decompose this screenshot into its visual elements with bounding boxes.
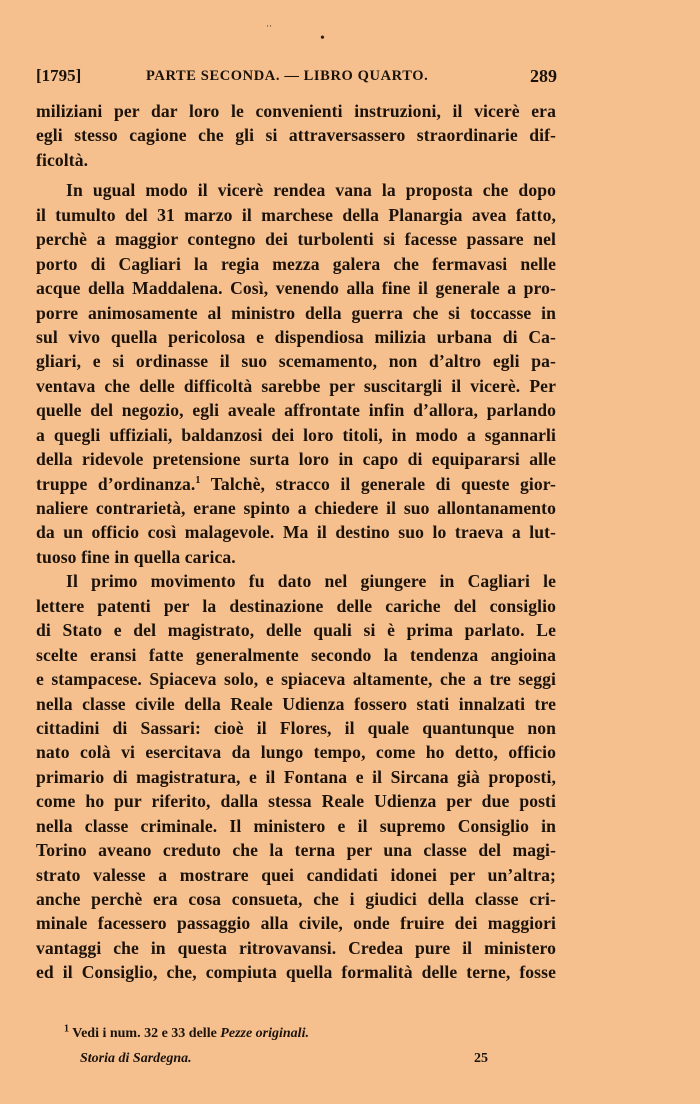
text-line: porto di Cagliari la regia mezza galera che fermavasi nelle [36, 253, 556, 274]
text-line: gliari, e si ordinasse il suo scemamento, non d’altro egli pa- [36, 351, 556, 372]
text-fragment: truppe d’ordinanza. [36, 473, 196, 494]
text-line: e stampacese. Spiaceva solo, e spiaceva altamente, che a tre seggi [36, 669, 556, 690]
text-line: naliere contrarietà, erane spinto a chiedere il suo allontanamento [36, 498, 556, 518]
printing-speck: • [320, 31, 325, 46]
page-number: 289 [530, 66, 557, 86]
text-line: lettere patenti per la destinazione delle cariche del consiglio [36, 595, 556, 616]
footnote [64, 1023, 309, 1042]
footnote-ref: 1 [195, 474, 201, 486]
footnote-italic-text: Pezze originali. [220, 1026, 309, 1041]
text-line: come ho pur riferito, dalla stessa Reale Udienza per due posti [36, 791, 556, 812]
text-line: strato valesse a mostrare quei candidati idonei per un’altra; [36, 864, 556, 885]
text-line: nella classe criminale. Il ministero e il supremo Consiglio in [36, 815, 556, 836]
text-line: della ridevole pretensione surta loro in capo di equipararsi alle [36, 449, 556, 470]
text-line: primario di magistratura, e il Fontana e il Sircana già proposti, [36, 766, 556, 787]
text-line: nella classe civile della Reale Udienza fossero stati innalzati tre [36, 693, 556, 714]
header-year: [1795] [36, 66, 82, 85]
page-footer [80, 1051, 488, 1067]
text-line: ed il Consiglio, che, compiuta quella formalità delle terne, fosse [36, 962, 556, 983]
text-fragment: Talchè, stracco il generale di queste gior- [210, 473, 556, 494]
text-line: Torino aveano creduto che la terna per una classe del magi- [36, 840, 556, 861]
text-line: In ugual modo il vicerè rendea vana la proposta che dopo [66, 180, 556, 201]
text-line-with-footnote [36, 472, 556, 496]
text-line: di Stato e del magistrato, delle quali si è prima parlato. Le [36, 620, 556, 641]
footnote-marker: 1 [64, 1023, 69, 1035]
text-line: Il primo movimento fu dato nel giungere in Cagliari le [66, 571, 556, 592]
text-line: a quegli uffiziali, baldanzosi dei loro titoli, in modo a sgannarli [36, 424, 556, 445]
text-line: porre animosamente al ministro della guerra che si toccasse in [36, 302, 556, 323]
text-line: tuoso fine in quella carica. [36, 546, 236, 567]
running-header [36, 66, 557, 92]
text-line: miliziani per dar loro le convenienti instruzioni, il vicerè era [36, 101, 556, 121]
page-body [36, 99, 556, 985]
text-line: scelte eransi fatte generalmente secondo la tendenza angioina [36, 644, 556, 665]
header-title: PARTE SECONDA. — LIBRO QUARTO. [146, 68, 429, 84]
text-line: da un officio così malagevole. Ma il destino suo lo traeva a lut- [36, 522, 556, 543]
text-line: egli stesso cagione che gli si attraversassero straordinarie dif- [36, 125, 556, 146]
footer-book-title: Storia di Sardegna. [80, 1051, 192, 1066]
text-line: sul vivo quella pericolosa e dispendiosa milizia urbana di Ca- [36, 326, 556, 347]
text-line: quelle del negozio, egli aveale affrontate infin d’allora, parlando [36, 400, 556, 421]
text-line: anche perchè era cosa consueta, che i giudici della classe cri- [36, 889, 556, 909]
text-line: vantaggi che in questa ritrovavansi. Credea pure il ministero [36, 937, 556, 958]
printing-speck: ·· [266, 21, 272, 31]
text-line: acque della Maddalena. Così, venendo alla fine il generale a pro- [36, 278, 556, 299]
text-line: ventava che delle difficoltà sarebbe per suscitargli il vicerè. Per [36, 375, 556, 396]
text-line: cittadini di Sassari: cioè il Flores, il quale quantunque non [36, 717, 556, 738]
text-line: perchè a maggior contegno dei turbolenti si facesse passare nel [36, 229, 556, 250]
signature-mark: 25 [474, 1051, 488, 1066]
text-line: minale facessero passaggio alla civile, onde fruire dei maggiori [36, 913, 556, 934]
text-line: ficoltà. [36, 149, 89, 170]
text-line: il tumulto del 31 marzo il marchese della Planargia avea fatto, [36, 204, 556, 225]
text-line: nato colà vi esercitava da lungo tempo, come ho detto, officio [36, 742, 556, 763]
footnote-text: Vedi i num. 32 e 33 delle [72, 1026, 217, 1041]
